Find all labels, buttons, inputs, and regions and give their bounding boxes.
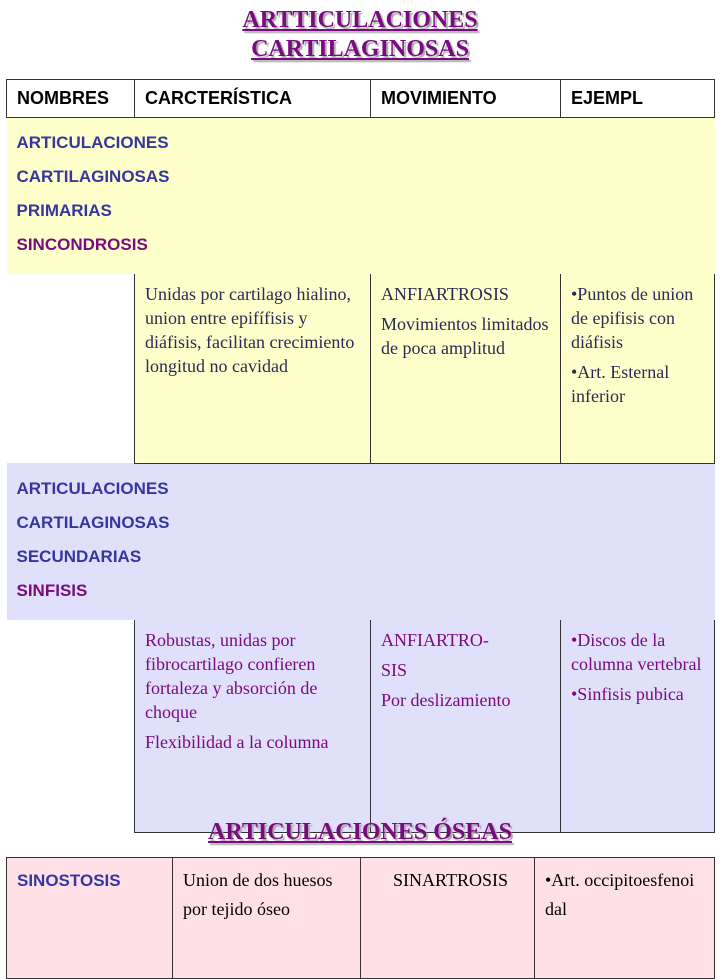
ejemplo-item: •Art. Esternal inferior: [571, 362, 670, 406]
movimiento-text: Por deslizamiento: [381, 689, 511, 710]
ejemplo-cell: [561, 274, 715, 463]
page-title-line-1: ARTTICULACIONES: [242, 7, 478, 33]
header-nombres: NOMBRES: [7, 80, 135, 118]
section-label-line: CARTILAGINOSAS: [16, 512, 170, 532]
caracteristica-text: Unidas por cartilago hialino, union entre epifífisis y diáfisis, facilitan crecimiento longitud no cavidad: [145, 284, 355, 376]
section-primarias-detail: [7, 274, 715, 463]
section-label-line: SINFISIS: [16, 580, 88, 600]
page-title-line-2: CARTILAGINOSAS: [251, 36, 469, 62]
caracteristica-cell: [135, 274, 371, 463]
ejemplo-item: •Sinfisis pubica: [571, 683, 684, 704]
ejemplo-cell: [561, 620, 715, 833]
caracteristica-cell: [135, 620, 371, 833]
caracteristica-text: Robustas, unidas por fibrocartilago confieren fortaleza y absorción de choque: [145, 629, 318, 722]
header-row: [7, 80, 715, 118]
ejemplo-item: •Puntos de union de epifisis con diáfisis: [571, 284, 694, 352]
ejemplo-item: •Discos de la columna vertebral: [571, 629, 702, 674]
header-movimiento: MOVIMIENTO: [371, 80, 561, 118]
oseas-movimiento: SINARTROSIS: [361, 858, 535, 979]
movimiento-text: ANFIARTROSIS: [381, 284, 509, 304]
oseas-ejemplo: •Art. occipitoesfenoi dal: [535, 858, 715, 979]
blank-cell: [7, 274, 135, 463]
section-label-line: PRIMARIAS: [16, 201, 112, 220]
cartilaginosas-table: [6, 79, 715, 833]
header-ejemplo: EJEMPL: [561, 80, 715, 118]
section-secundarias-label: [7, 463, 715, 620]
movimiento-text: Movimientos limitados de poca amplitud: [381, 314, 549, 358]
section-label-line: ARTICULACIONES: [16, 133, 169, 152]
movimiento-text: SIS: [381, 659, 408, 680]
oseas-caracteristica: Union de dos huesos por tejido óseo: [173, 858, 361, 979]
caracteristica-text: Flexibilidad a la columna: [145, 731, 329, 752]
movimiento-cell: [371, 274, 561, 463]
section-secundarias-row: [7, 463, 715, 620]
page-title: [0, 6, 720, 64]
oseas-table: [6, 857, 715, 979]
header-caracteristica: CARCTERÍSTICA: [135, 80, 371, 118]
section-primarias-row: [7, 118, 715, 275]
section-label-line: ARTICULACIONES: [16, 478, 169, 498]
section-label-line: SECUNDARIAS: [16, 546, 142, 566]
section-label-line: CARTILAGINOSAS: [16, 167, 170, 186]
blank-cell: [7, 620, 135, 833]
oseas-nombre: SINOSTOSIS: [7, 858, 173, 979]
section-title-oseas: ARTICULACIONES ÓSEAS: [208, 819, 512, 845]
section-label-line: SINCONDROSIS: [16, 235, 148, 254]
movimiento-text: ANFIARTRO-: [381, 629, 489, 650]
oseas-row: [7, 858, 715, 979]
section-primarias-label: [7, 118, 715, 275]
movimiento-cell: [371, 620, 561, 833]
section-secundarias-detail: [7, 620, 715, 833]
